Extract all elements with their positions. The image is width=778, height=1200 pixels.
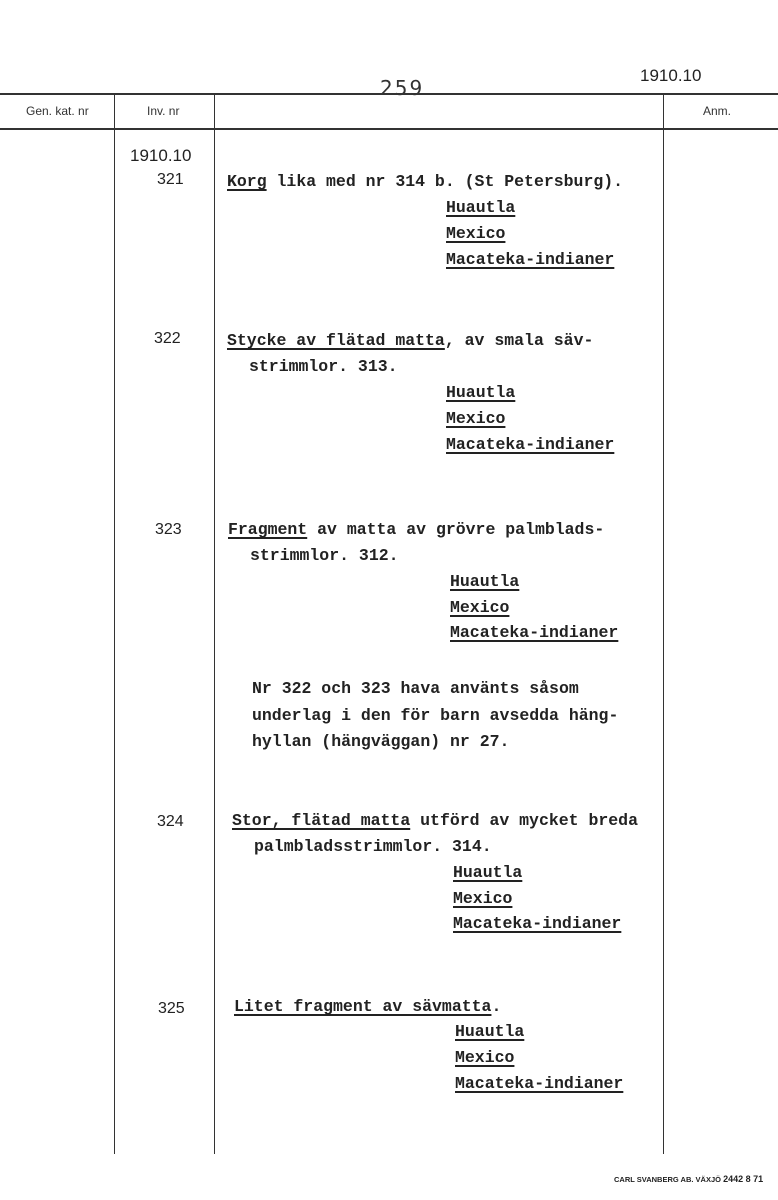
entry-description (232, 811, 638, 830)
entry-description (227, 331, 593, 350)
place-text: Huautla (446, 383, 516, 402)
entry-description-text: utförd av mycket breda (410, 811, 638, 830)
entry-place (455, 1022, 524, 1041)
country-text: Mexico (446, 409, 506, 428)
note-line: hyllan (hängväggan) nr 27. (252, 732, 510, 751)
country-text: Mexico (455, 1048, 515, 1067)
page-number: 259 (380, 76, 425, 100)
note-line: Nr 322 och 323 hava använts såsom (252, 679, 579, 698)
column-divider-gen-inv (114, 94, 115, 1154)
place-text: Huautla (453, 863, 523, 882)
entry-country (446, 409, 505, 428)
printer-name: CARL SVANBERG AB. VÄXJÖ (614, 1175, 721, 1184)
inv-number: 325 (158, 1000, 185, 1017)
form-code: 2442 8 71 (723, 1174, 764, 1184)
header-date: 1910.10 (640, 66, 702, 85)
place-text: Huautla (450, 572, 520, 591)
people-text: Macateka-indianer (450, 623, 619, 642)
note-line: underlag i den för barn avsedda häng- (252, 706, 619, 725)
people-text: Macateka-indianer (455, 1074, 624, 1093)
entry-description-text: , av smala säv- (444, 331, 594, 350)
entry-place (450, 572, 519, 591)
entry-title: Korg (227, 172, 267, 191)
printer-imprint (614, 1174, 763, 1184)
people-text: Macateka-indianer (446, 250, 615, 269)
country-text: Mexico (450, 598, 510, 617)
entry-place (453, 863, 522, 882)
entry-description (228, 520, 604, 539)
header-bottom-rule (0, 128, 778, 130)
inv-number: 323 (155, 521, 182, 538)
place-text: Huautla (455, 1022, 525, 1041)
entry-title: Fragment (228, 520, 308, 539)
entry-title: Litet fragment av sävmatta (234, 997, 492, 1016)
inv-number: 321 (157, 171, 184, 188)
inv-date: 1910.10 (130, 146, 192, 165)
entry-description-line2: strimmlor. 312. (250, 546, 399, 565)
entry-description-text: av matta av grövre palmblads- (307, 520, 605, 539)
column-header-gen-kat-nr: Gen. kat. nr (26, 104, 89, 118)
entry-description (234, 997, 501, 1016)
column-header-inv-nr: Inv. nr (147, 104, 180, 118)
country-text: Mexico (453, 889, 513, 908)
inv-number: 322 (154, 330, 181, 347)
entry-description-line2: palmbladsstrimmlor. 314. (254, 837, 492, 856)
entry-place (446, 198, 515, 217)
column-divider-inv-desc (214, 94, 215, 1154)
entry-people (446, 250, 614, 269)
people-text: Macateka-indianer (453, 914, 622, 933)
entry-description-text: . (491, 997, 502, 1016)
entry-country (446, 224, 505, 243)
entry-description (227, 172, 623, 191)
country-text: Mexico (446, 224, 506, 243)
entry-people (450, 623, 618, 642)
header-top-rule (0, 93, 778, 95)
entry-title: Stycke av flätad matta (227, 331, 445, 350)
entry-title: Stor, flätad matta (232, 811, 411, 830)
entry-country (450, 598, 509, 617)
place-text: Huautla (446, 198, 516, 217)
entry-place (446, 383, 515, 402)
entry-country (453, 889, 512, 908)
entry-country (455, 1048, 514, 1067)
entry-description-text: lika med nr 314 b. (St Petersburg). (266, 172, 624, 191)
entry-people (453, 914, 621, 933)
column-divider-desc-anm (663, 94, 664, 1154)
inv-number: 324 (157, 813, 184, 830)
entry-people (455, 1074, 623, 1093)
people-text: Macateka-indianer (446, 435, 615, 454)
column-header-anm: Anm. (703, 104, 732, 118)
entry-description-line2: strimmlor. 313. (249, 357, 398, 376)
entry-people (446, 435, 614, 454)
